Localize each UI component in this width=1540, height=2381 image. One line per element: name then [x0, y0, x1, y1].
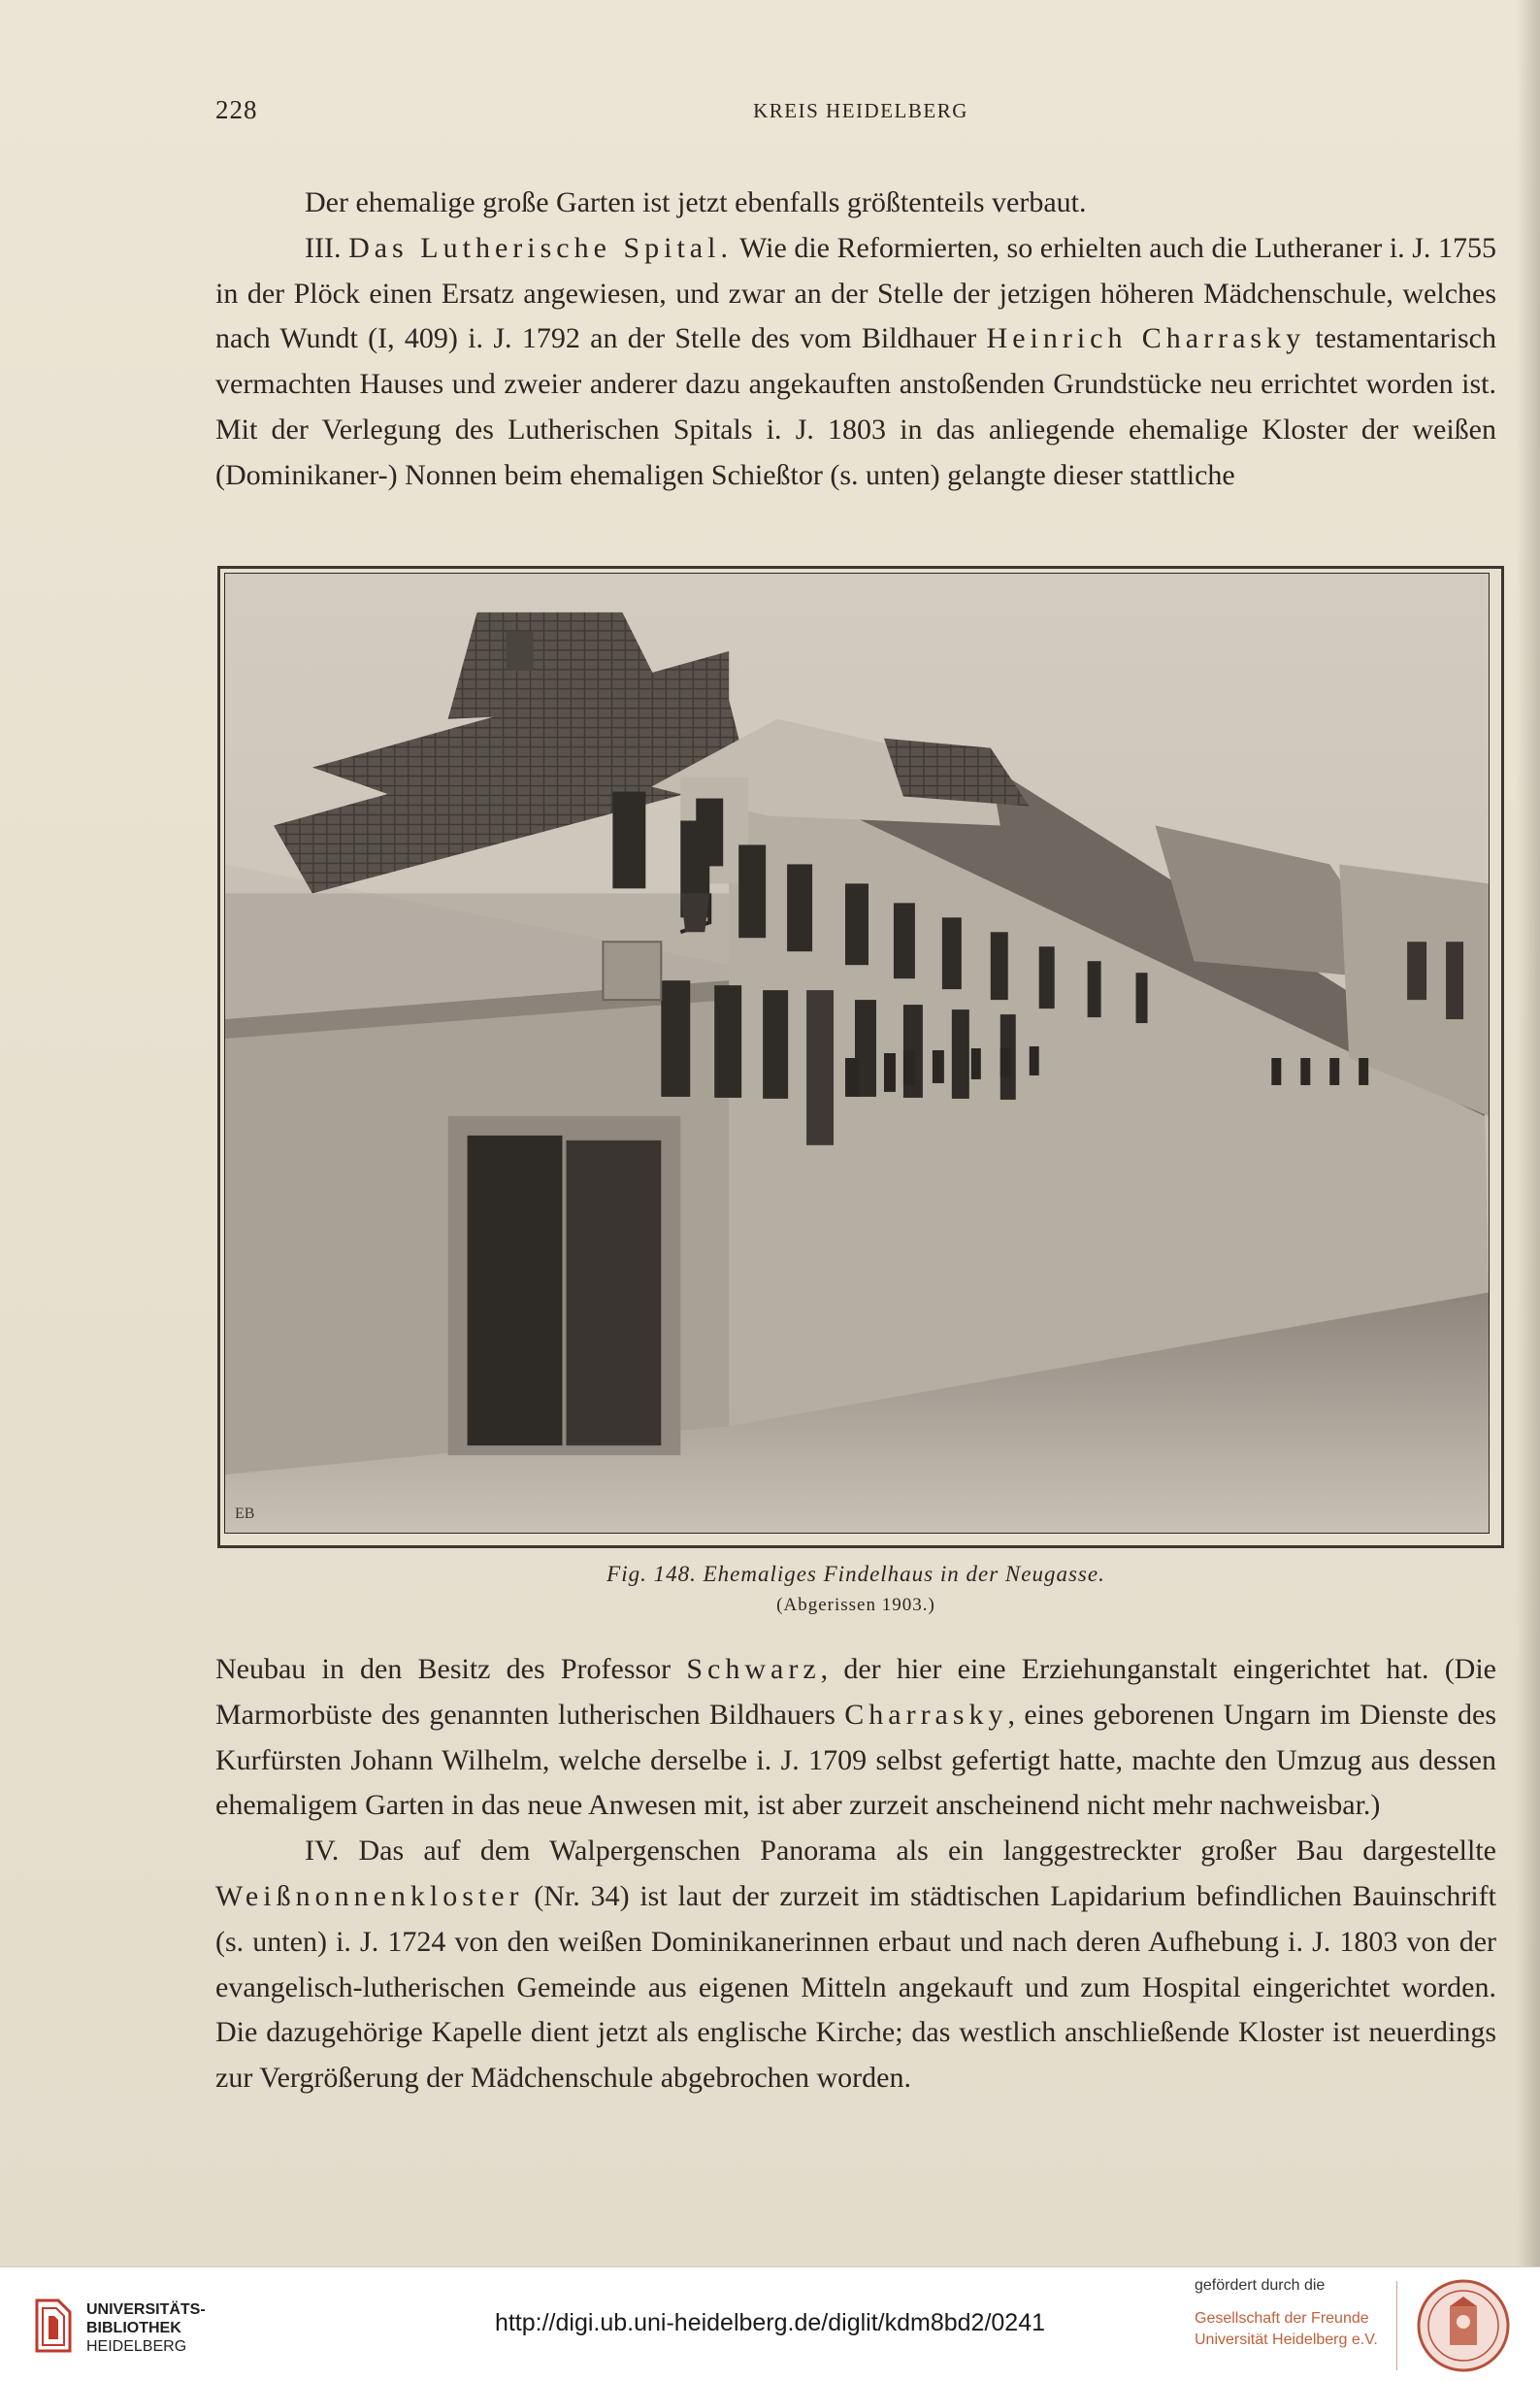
text-run: (Nr. 34) ist laut der zurzeit im städtischen Lapidarium befindlichen Bauinschrift (s. unten) i. J. 1724 von den weißen Dominikanerinnen erbaut und nach deren Aufhebung i. J. 1803 von der evangelisch-lutherischen Gemeinde aus eigenen Mitteln angekauft und zum Hospital eingerichtet worden. Die dazugehörige Kapelle dient jetzt als englische Kirche; das westlich anschließende Kloster ist neuerdings zur Vergrößerung der Mädchenschule abgebrochen worden.: [215, 1879, 1496, 2095]
section-number: III.: [305, 231, 342, 264]
body-text-bottom: [215, 1647, 1496, 2101]
text-run: IV. Das auf dem Walpergenschen Panorama als ein langgestreckter großer Bau dargestellte: [305, 1835, 1496, 1868]
person-name: Heinrich Charrasky: [986, 322, 1306, 355]
footer-divider: [1396, 2281, 1397, 2370]
paragraph: [215, 1829, 1496, 2101]
figure-caption-sub: (Abgerissen 1903.): [776, 1595, 935, 1615]
text-run: Neubau in den Besitz des Professor: [215, 1653, 687, 1685]
text-run: , eines geborenen Ungarn im Dienste des Kurfürsten Johann Wilhelm, welche derselbe i. J. 1709 selbst gefertigt hatte, machte den Umzug aus dessen ehemaligem Garten in das neue Anwesen mit, ist aber zurzeit anscheinend nicht mehr nachweisbar.): [215, 1698, 1496, 1822]
figure-caption: Fig. 148. Ehemaliges Findelhaus in der Neugasse.: [606, 1562, 1105, 1586]
sponsor-label: gefördert durch die: [1195, 2277, 1326, 2294]
page-number: 228: [215, 95, 258, 124]
figure-photograph: [217, 566, 1504, 1548]
photographer-signature: EB: [234, 1505, 255, 1523]
library-line-3: HEIDELBERG: [86, 2338, 187, 2355]
person-name: Charrasky: [844, 1698, 1008, 1731]
person-name: Schwarz: [686, 1653, 821, 1685]
paragraph: [215, 1647, 1496, 1829]
section-heading: Das Lutherische Spital.: [348, 231, 733, 264]
sponsor-line-1: Gesellschaft der Freunde: [1195, 2310, 1369, 2327]
sponsor-line-2: Universität Heidelberg e.V.: [1195, 2331, 1378, 2348]
running-title: KREIS HEIDELBERG: [753, 99, 968, 122]
paragraph: [215, 226, 1496, 499]
street-photo: [224, 573, 1490, 1534]
text-run: , der hier eine Erziehunganstalt eingerichtet hat. (Die Marmorbüste des genannten lutherischen Bildhauers: [215, 1653, 1496, 1731]
body-text-top: [215, 181, 1496, 499]
running-head: [215, 95, 1506, 130]
university-seal-icon: [1415, 2277, 1512, 2374]
library-line-2: BIBLIOTHEK: [86, 2320, 181, 2336]
sponsor-name: [1195, 2308, 1378, 2351]
text-run: testamentarisch vermachten Hauses und zweier anderer dazu angekauften anstoßenden Grundstücke neu errichtet worden ist. Mit der Verlegung des Lutherischen Spitals i. J. 1803 in das anliegende ehemalige Kloster der weißen (Dominikaner-) Nonnen beim ehemaligen Schießtor (s. unten) gelangte dieser stattliche: [215, 322, 1496, 491]
text-run: Wie die Reformierten, so erhielten auch die Lutheraner i. J. 1755 in der Plöck einen Ersatz angewiesen, und zwar an der Stelle der jetzigen höheren Mädchenschule, welches nach Wundt (I, 409) i. J. 1792 an der Stelle des vom Bildhauer: [215, 231, 1496, 355]
paragraph: Der ehemalige große Garten ist jetzt ebenfalls größtenteils verbaut.: [305, 186, 1087, 218]
viewer-footer: [0, 2266, 1540, 2381]
library-line-1: UNIVERSITÄTS-: [86, 2301, 206, 2318]
permalink-link[interactable]: http://digi.ub.uni-heidelberg.de/diglit/kdm8bd2/0241: [494, 2309, 1046, 2336]
building-name: Weißnonnenkloster: [215, 1879, 524, 1912]
